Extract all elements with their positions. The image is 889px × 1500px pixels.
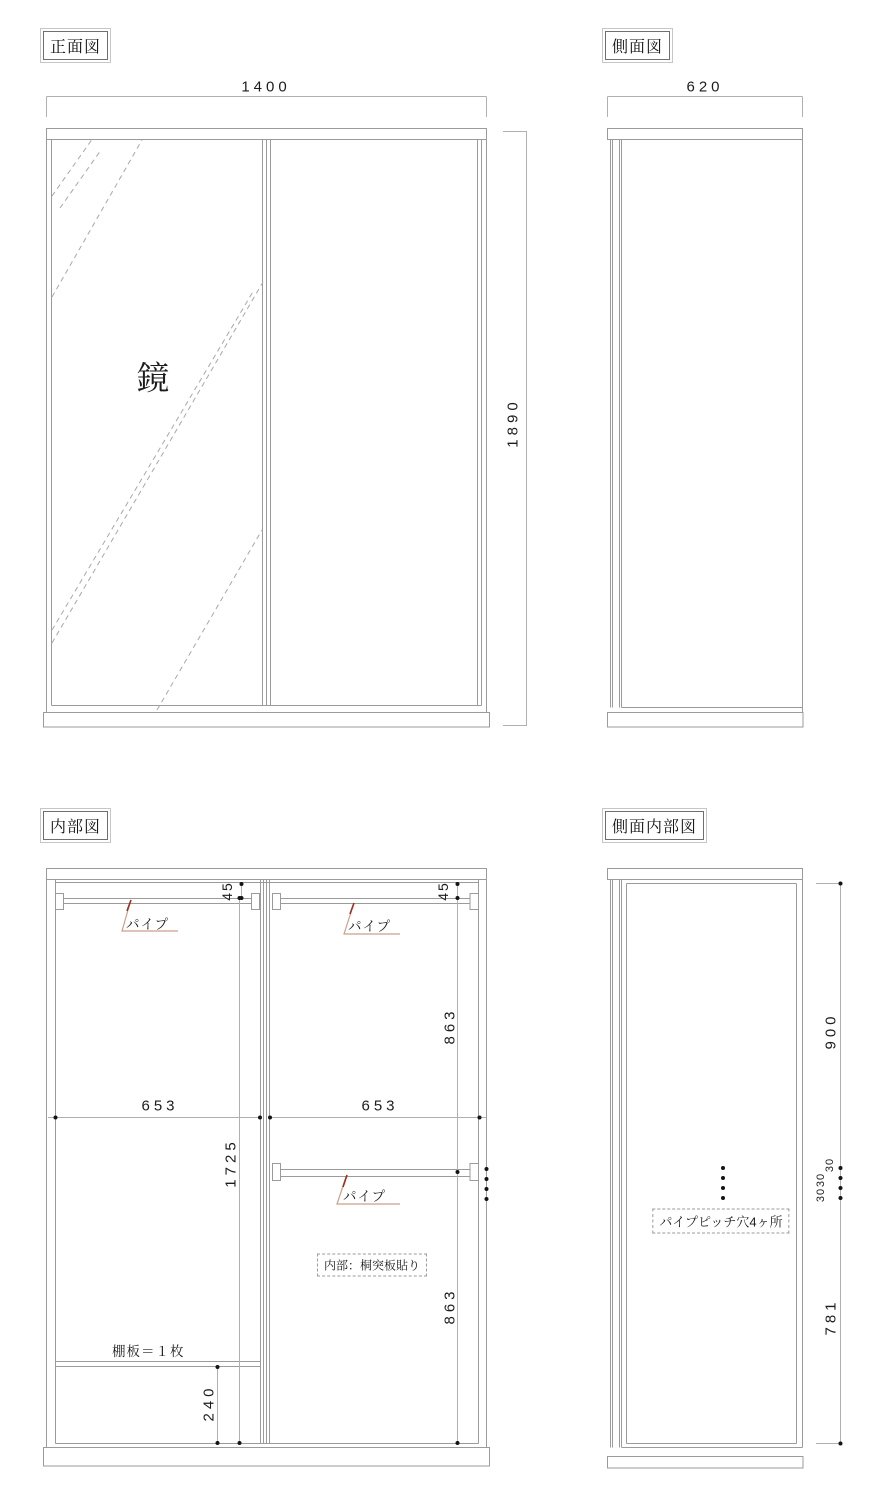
bottom-shelf-dimension: 240 [200,1384,218,1422]
front-view-title: 正面図 [43,31,108,60]
dimension-dots-interior [54,882,482,1445]
top-to-pipe-dimension: 900 [822,1012,840,1050]
shelf-lines [56,1362,261,1367]
pipe-offset-dimension-right: 45 [435,881,451,901]
mirror-hatching [52,138,263,710]
pipe-label-right: パイプ [348,919,392,934]
pipe-leader-arrows [127,900,354,1187]
left-width-dimension: 653 [141,1097,179,1115]
pipe-pitch-note: パイプピッチ穴4ヶ所 [652,1209,789,1234]
pipe-label-left: パイプ [126,917,170,932]
pitch-holes-side-interior [721,1166,725,1200]
pitch-dimension-2: 30 [815,1172,827,1188]
pitch-dimension-1: 30 [824,1157,836,1173]
upper-section-dimension: 863 [441,1007,459,1045]
pipe-label-middle: パイプ [343,1189,387,1204]
pipe-offset-dimension-left: 45 [219,881,235,901]
mirror-label: 鏡 [136,359,170,397]
pitch-dimension-3: 30 [815,1187,827,1203]
lower-section-dimension: 863 [441,1287,459,1325]
front-height-dimension: 1890 [504,398,522,448]
side-depth-dimension: 620 [686,78,724,96]
front-width-dimension: 1400 [241,78,291,96]
side-interior-view-title: 側面内部図 [605,811,704,840]
interior-view-lines [44,869,490,1467]
material-note: 内部：桐突板貼り [317,1254,427,1277]
pipe-to-bottom-dimension: 781 [822,1298,840,1336]
shelf-note: 棚板＝１枚 [112,1344,185,1359]
side-view-title: 側面図 [605,31,670,60]
front-view-lines [44,97,528,728]
interior-view-title: 内部図 [43,811,108,840]
side-view-lines [608,97,804,728]
right-width-dimension: 653 [361,1097,399,1115]
inner-height-dimension: 1725 [222,1138,240,1188]
side-interior-view-lines [608,869,843,1469]
